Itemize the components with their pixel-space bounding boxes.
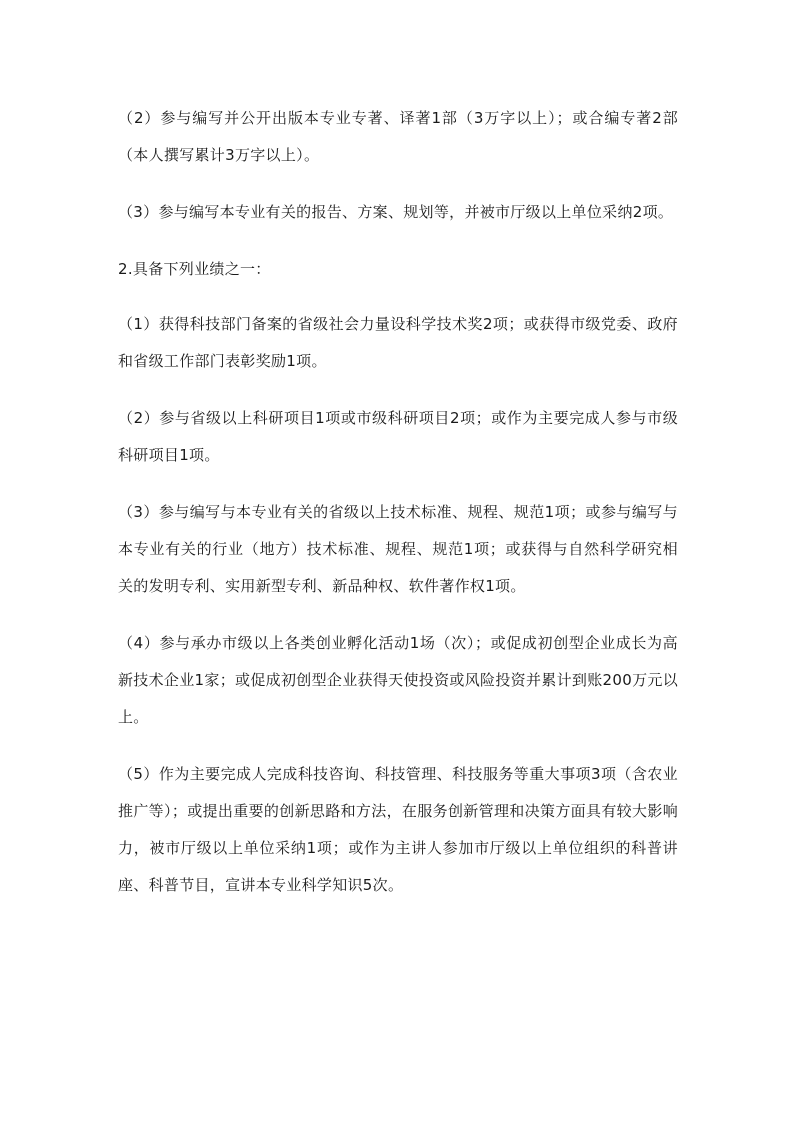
document-body xyxy=(118,100,678,924)
paragraph-achievement-4: （4）参与承办市级以上各类创业孵化活动1场（次）；或促成初创型企业成长为高新技术企业1家；或促成初创型企业获得天使投资或风险投资并累计到账200万元以上。 xyxy=(118,634,678,726)
paragraph-item-2-3: （3）参与编写本专业有关的报告、方案、规划等，并被市厅级以上单位采纳2项。 xyxy=(118,203,674,221)
paragraph-achievement-2: （2）参与省级以上科研项目1项或市级科研项目2项；或作为主要完成人参与市级科研项目1项。 xyxy=(118,409,678,464)
paragraph-achievement-3: （3）参与编写与本专业有关的省级以上技术标准、规程、规范1项；或参与编写与本专业有关的行业（地方）技术标准、规程、规范1项；或获得与自然科学研究相关的发明专利、实用新型专利、新品种权、软件著作权1项。 xyxy=(118,503,678,595)
section-heading-achievements: 2.具备下列业绩之一： xyxy=(118,260,271,278)
paragraph-item-2-2: （2）参与编写并公开出版本专业专著、译著1部（3万字以上）；或合编专著2部（本人撰写累计3万字以上）。 xyxy=(118,109,678,164)
paragraph-achievement-1: （1）获得科技部门备案的省级社会力量设科学技术奖2项；或获得市级党委、政府和省级工作部门表彰奖励1项。 xyxy=(118,315,678,370)
paragraph-achievement-5: （5）作为主要完成人完成科技咨询、科技管理、科技服务等重大事项3项（含农业推广等）；或提出重要的创新思路和方法，在服务创新管理和决策方面具有较大影响力，被市厅级以上单位采纳1项；或作为主讲人参加市厅级以上单位组织的科普讲座、科普节目，宣讲本专业科学知识5次。 xyxy=(118,765,678,894)
